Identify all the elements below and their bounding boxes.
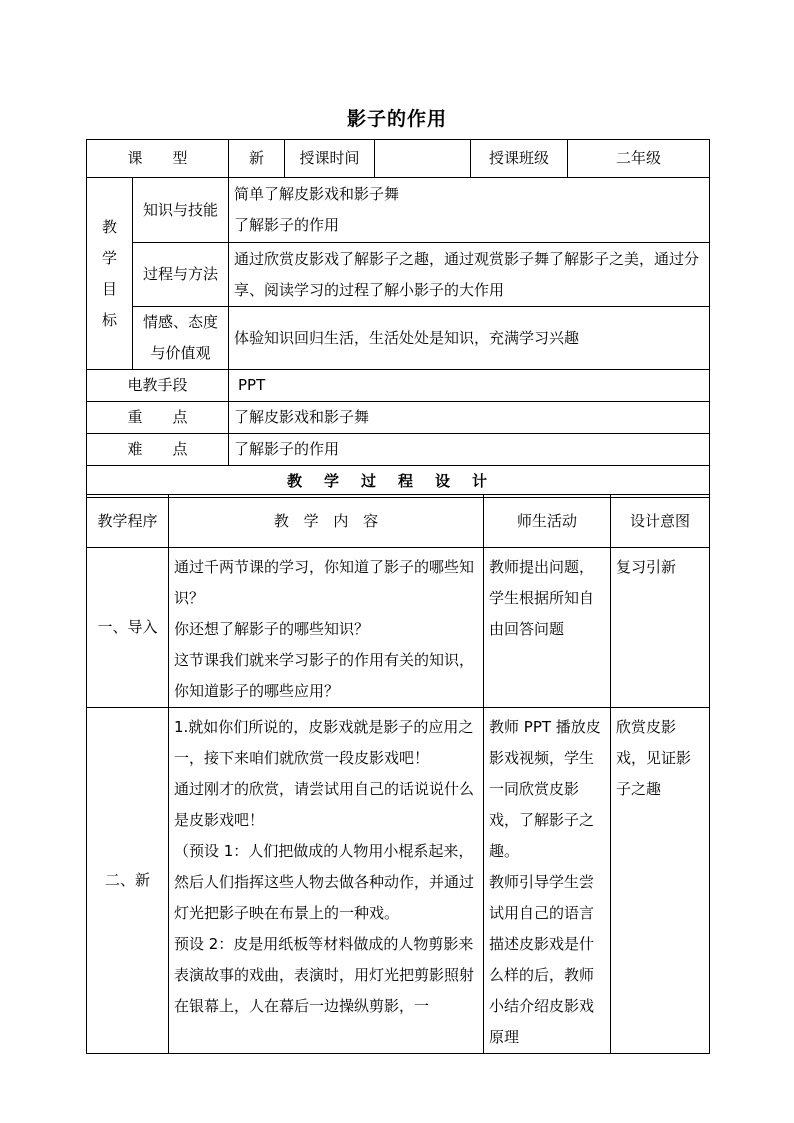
lesson-class-label: 授课班级 (471, 140, 568, 178)
goal-content-process: 通过欣赏皮影戏了解影子之趣，通过观赏影子舞了解影子之美，通过分享、阅读学习的过程了解小影子的大作用 (229, 243, 710, 307)
process-step: 二、新 (87, 708, 169, 1054)
process-header-activity: 师生活动 (484, 495, 611, 548)
key-point-value: 了解皮影戏和影子舞 (229, 402, 710, 434)
process-header-intent: 设计意图 (611, 495, 710, 548)
process-activity: 教师 PPT 播放皮影戏视频，学生一同欣赏皮影戏，了解影子之趣。 教师引导学生尝试用自己的语言描述皮影戏是什么样的后，教师小结介绍皮影戏原理 (484, 708, 611, 1054)
lesson-class-value: 二年级 (568, 140, 710, 178)
lesson-time-value (375, 140, 471, 178)
process-table (86, 494, 710, 1054)
process-activity: 教师提出问题，学生根据所知自由回答问题 (484, 548, 611, 708)
media-label: 电教手段 (87, 370, 229, 402)
lesson-type-value: 新 (229, 140, 285, 178)
lesson-type-label: 课 型 (87, 140, 229, 178)
goal-name-attitude: 情感、态度 与价值观 (133, 307, 229, 370)
process-header-step: 教学程序 (87, 495, 169, 548)
difficulty-value: 了解影子的作用 (229, 434, 710, 466)
process-content: 1.就如你们所说的，皮影戏就是影子的应用之一，接下来咱们就欣赏一段皮影戏吧！ 通过刚才的欣赏，请尝试用自己的话说说什么是皮影戏吧！ （预设 1：人们把做成的人物用小棍系起来，然后人们指挥这些人物去做各种动作，并通过灯光把影子映在布景上的一种戏。 预设 2：皮是用纸板等材料做成的人物剪影来表演故事的戏曲，表演时，用灯光把剪影照射在银幕上，人在幕后一边操纵剪影，一 (169, 708, 484, 1054)
goals-label: 教 学 目 标 (87, 178, 133, 370)
lesson-time-label: 授课时间 (285, 140, 375, 178)
media-value: PPT (229, 370, 710, 402)
table-row (87, 548, 710, 708)
process-header-content: 教 学 内 容 (169, 495, 484, 548)
process-step: 一、导入 (87, 548, 169, 708)
process-title: 教学过程设计 (87, 466, 710, 498)
process-intent: 复习引新 (611, 548, 710, 708)
process-intent: 欣赏皮影戏，见证影子之趣 (611, 708, 710, 1054)
page-title: 影子的作用 (346, 108, 447, 130)
lesson-info-table (86, 139, 710, 498)
goal-content-knowledge: 简单了解皮影戏和影子舞 了解影子的作用 (229, 178, 710, 243)
goal-name-process: 过程与方法 (133, 243, 229, 307)
difficulty-label: 难 点 (87, 434, 229, 466)
goal-name-knowledge: 知识与技能 (133, 178, 229, 243)
table-row (87, 708, 710, 1054)
goal-content-attitude: 体验知识回归生活，生活处处是知识，充满学习兴趣 (229, 307, 710, 370)
process-content: 通过千两节课的学习，你知道了影子的哪些知识？ 你还想了解影子的哪些知识？ 这节课我们就来学习影子的作用有关的知识，你知道影子的哪些应用？ (169, 548, 484, 708)
key-point-label: 重 点 (87, 402, 229, 434)
